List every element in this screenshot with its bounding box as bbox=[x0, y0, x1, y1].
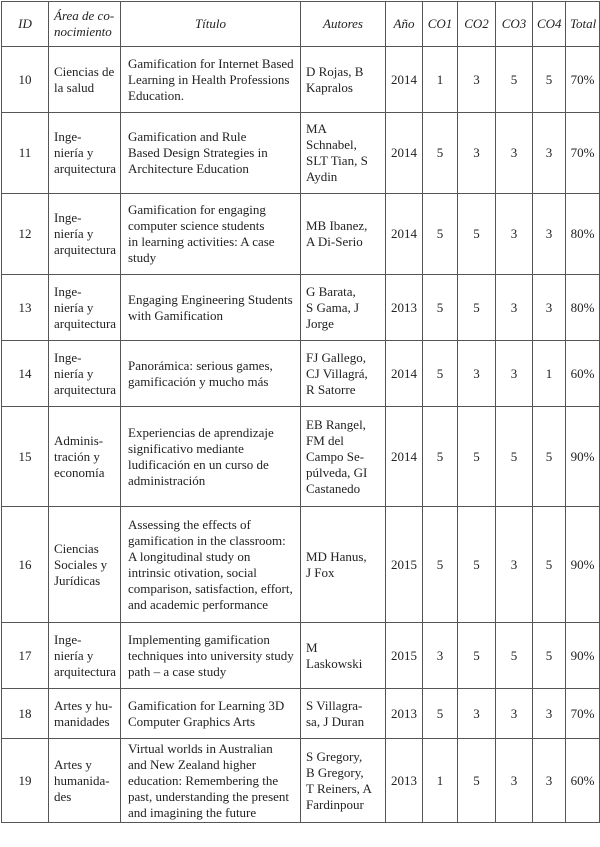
header-id: ID bbox=[2, 2, 49, 47]
cell-co1: 5 bbox=[423, 407, 458, 507]
cell-authors bbox=[301, 689, 386, 739]
cell-co2: 5 bbox=[458, 507, 496, 623]
author-line: MD Hanus, bbox=[306, 548, 367, 564]
table-row bbox=[2, 194, 600, 275]
cell-title bbox=[121, 341, 301, 407]
author-line: S Gama, J bbox=[306, 299, 360, 315]
cell-year: 2014 bbox=[386, 47, 423, 113]
table-body bbox=[2, 47, 600, 823]
cell-total: 60% bbox=[566, 341, 600, 407]
cell-co3: 3 bbox=[496, 341, 533, 407]
cell-co3: 5 bbox=[496, 407, 533, 507]
cell-co4: 3 bbox=[533, 194, 566, 275]
cell-year: 2013 bbox=[386, 275, 423, 341]
cell-total: 70% bbox=[566, 113, 600, 194]
area-line: niería y bbox=[54, 145, 94, 160]
table-row bbox=[2, 275, 600, 341]
cell-area bbox=[49, 275, 121, 341]
title-line: Architecture Education bbox=[128, 161, 249, 176]
cell-title bbox=[121, 739, 301, 823]
author-line: CJ Villagrá, bbox=[306, 365, 368, 381]
author-line: EB Rangel, bbox=[306, 416, 366, 432]
header-area bbox=[49, 2, 121, 47]
title-line: education: Remembering the bbox=[128, 772, 279, 788]
area-line: economía bbox=[54, 464, 105, 480]
evaluation-table bbox=[1, 1, 600, 823]
title-line: Based Design Strategies in bbox=[128, 145, 268, 160]
area-line: Inge- bbox=[54, 283, 82, 299]
author-line: FM del bbox=[306, 432, 344, 448]
cell-year: 2014 bbox=[386, 113, 423, 194]
cell-authors bbox=[301, 341, 386, 407]
table-row bbox=[2, 623, 600, 689]
cell-authors bbox=[301, 739, 386, 823]
header-title: Título bbox=[121, 2, 301, 47]
cell-year: 2015 bbox=[386, 507, 423, 623]
title-line: Gamification for engaging bbox=[128, 202, 266, 217]
title-line: Panorámica: serious games, bbox=[128, 357, 273, 373]
cell-co4: 3 bbox=[533, 689, 566, 739]
cell-total: 70% bbox=[566, 689, 600, 739]
cell-co4: 5 bbox=[533, 407, 566, 507]
author-line: G Barata, bbox=[306, 283, 356, 299]
table-row bbox=[2, 407, 600, 507]
cell-total: 80% bbox=[566, 194, 600, 275]
cell-authors bbox=[301, 507, 386, 623]
title-line: Computer Graphics Arts bbox=[128, 713, 256, 729]
cell-co3: 3 bbox=[496, 507, 533, 623]
area-line: arquitectura bbox=[54, 315, 117, 331]
cell-co3: 3 bbox=[496, 113, 533, 194]
header-area-line: nocimiento bbox=[54, 24, 112, 39]
cell-area bbox=[49, 113, 121, 194]
cell-co4: 5 bbox=[533, 47, 566, 113]
title-line: and imagining the future bbox=[128, 804, 257, 820]
author-line: D Rojas, B bbox=[306, 63, 364, 79]
title-line: computer science students bbox=[128, 218, 265, 233]
title-line: Implementing gamification bbox=[128, 631, 270, 647]
table-row bbox=[2, 507, 600, 623]
title-line: with Gamification bbox=[128, 307, 223, 323]
cell-title bbox=[121, 47, 301, 113]
cell-co3: 3 bbox=[496, 739, 533, 823]
cell-id: 18 bbox=[2, 689, 49, 739]
author-line: Castanedo bbox=[306, 480, 361, 496]
cell-co1: 5 bbox=[423, 194, 458, 275]
author-line: M bbox=[306, 639, 318, 655]
cell-co2: 5 bbox=[458, 275, 496, 341]
title-line: and New Zealand higher bbox=[128, 756, 257, 772]
author-line: púlveda, GI bbox=[306, 464, 368, 480]
cell-year: 2014 bbox=[386, 341, 423, 407]
title-line: Gamification and Rule bbox=[128, 129, 247, 144]
cell-authors bbox=[301, 47, 386, 113]
cell-id: 17 bbox=[2, 623, 49, 689]
header-co2: CO2 bbox=[458, 2, 496, 47]
cell-co1: 5 bbox=[423, 113, 458, 194]
area-line: niería y bbox=[54, 647, 94, 663]
header-total: Total bbox=[566, 2, 600, 47]
author-line: R Satorre bbox=[306, 381, 356, 397]
cell-area bbox=[49, 407, 121, 507]
cell-co2: 3 bbox=[458, 689, 496, 739]
area-line: arquitectura bbox=[54, 242, 117, 257]
cell-title bbox=[121, 194, 301, 275]
cell-title bbox=[121, 407, 301, 507]
author-line: MA bbox=[306, 121, 327, 136]
author-line: Schnabel, bbox=[306, 137, 357, 152]
cell-co4: 3 bbox=[533, 739, 566, 823]
area-line: Sociales y bbox=[54, 556, 108, 572]
cell-co4: 3 bbox=[533, 113, 566, 194]
cell-co2: 5 bbox=[458, 623, 496, 689]
title-line: past, understanding the present bbox=[128, 788, 290, 804]
header-co4: CO4 bbox=[533, 2, 566, 47]
title-line: gamificación y mucho más bbox=[128, 373, 269, 389]
cell-id: 11 bbox=[2, 113, 49, 194]
title-line: gamification in the classroom: bbox=[128, 532, 286, 548]
cell-total: 80% bbox=[566, 275, 600, 341]
cell-co1: 3 bbox=[423, 623, 458, 689]
cell-co4: 1 bbox=[533, 341, 566, 407]
cell-co1: 5 bbox=[423, 689, 458, 739]
author-line: FJ Gallego, bbox=[306, 349, 366, 365]
title-line: Engaging Engineering Students bbox=[128, 291, 293, 307]
cell-co3: 3 bbox=[496, 689, 533, 739]
area-line: Adminis- bbox=[54, 432, 104, 448]
header-area-line: Área de co- bbox=[54, 8, 115, 23]
title-line: significativo mediante bbox=[128, 440, 244, 456]
cell-id: 19 bbox=[2, 739, 49, 823]
area-line: la salud bbox=[54, 79, 95, 95]
title-line: study bbox=[128, 250, 157, 265]
area-line: arquitectura bbox=[54, 381, 117, 397]
cell-area bbox=[49, 507, 121, 623]
author-line: A Di-Serio bbox=[306, 234, 363, 249]
area-line: Ciencias de bbox=[54, 63, 115, 79]
author-line: B Gregory, bbox=[306, 764, 364, 780]
cell-title bbox=[121, 275, 301, 341]
cell-co2: 5 bbox=[458, 194, 496, 275]
area-line: Artes y bbox=[54, 756, 92, 772]
cell-area bbox=[49, 194, 121, 275]
title-line: Gamification for Internet Based bbox=[128, 55, 294, 71]
cell-year: 2014 bbox=[386, 407, 423, 507]
title-line: path – a case study bbox=[128, 663, 227, 679]
cell-co1: 1 bbox=[423, 739, 458, 823]
cell-authors bbox=[301, 407, 386, 507]
cell-total: 90% bbox=[566, 407, 600, 507]
author-line: J Fox bbox=[306, 564, 335, 580]
title-line: and academic performance bbox=[128, 596, 269, 612]
author-line: Kapralos bbox=[306, 79, 353, 95]
area-line: Inge- bbox=[54, 631, 82, 647]
table-row bbox=[2, 341, 600, 407]
cell-authors bbox=[301, 623, 386, 689]
cell-co2: 3 bbox=[458, 341, 496, 407]
area-line: niería y bbox=[54, 299, 94, 315]
cell-co3: 3 bbox=[496, 275, 533, 341]
area-line: Inge- bbox=[54, 349, 82, 365]
cell-co3: 5 bbox=[496, 623, 533, 689]
cell-co2: 3 bbox=[458, 47, 496, 113]
table-row bbox=[2, 739, 600, 823]
cell-id: 13 bbox=[2, 275, 49, 341]
header-co1: CO1 bbox=[423, 2, 458, 47]
cell-co1: 5 bbox=[423, 341, 458, 407]
title-line: Experiencias de aprendizaje bbox=[128, 424, 274, 440]
cell-year: 2014 bbox=[386, 194, 423, 275]
cell-co3: 5 bbox=[496, 47, 533, 113]
cell-total: 60% bbox=[566, 739, 600, 823]
title-line: intrinsic otivation, social bbox=[128, 564, 257, 580]
cell-co4: 3 bbox=[533, 275, 566, 341]
cell-id: 16 bbox=[2, 507, 49, 623]
cell-year: 2013 bbox=[386, 739, 423, 823]
table-row bbox=[2, 113, 600, 194]
cell-total: 70% bbox=[566, 47, 600, 113]
cell-area bbox=[49, 47, 121, 113]
cell-authors bbox=[301, 275, 386, 341]
cell-title bbox=[121, 689, 301, 739]
cell-co3: 3 bbox=[496, 194, 533, 275]
table-row bbox=[2, 689, 600, 739]
cell-id: 14 bbox=[2, 341, 49, 407]
title-line: in learning activities: A case bbox=[128, 234, 275, 249]
cell-id: 10 bbox=[2, 47, 49, 113]
area-line: des bbox=[54, 788, 72, 804]
author-line: Laskowski bbox=[306, 655, 363, 671]
cell-year: 2013 bbox=[386, 689, 423, 739]
author-line: sa, J Duran bbox=[306, 713, 365, 729]
author-line: Fardinpour bbox=[306, 796, 364, 812]
area-line: Inge- bbox=[54, 129, 82, 144]
header-year: Año bbox=[386, 2, 423, 47]
author-line: T Reiners, A bbox=[306, 780, 372, 796]
cell-area bbox=[49, 623, 121, 689]
cell-title bbox=[121, 113, 301, 194]
cell-authors bbox=[301, 113, 386, 194]
author-line: S Gregory, bbox=[306, 748, 363, 764]
cell-co4: 5 bbox=[533, 623, 566, 689]
title-line: Learning in Health Professions bbox=[128, 71, 290, 87]
cell-co4: 5 bbox=[533, 507, 566, 623]
cell-co1: 5 bbox=[423, 507, 458, 623]
area-line: Artes y hu- bbox=[54, 697, 113, 713]
title-line: ludificación en un curso de bbox=[128, 456, 269, 472]
area-line: arquitectura bbox=[54, 161, 117, 176]
cell-total: 90% bbox=[566, 623, 600, 689]
title-line: A longitudinal study on bbox=[128, 548, 251, 564]
cell-co1: 1 bbox=[423, 47, 458, 113]
header-row bbox=[2, 2, 600, 47]
author-line: Aydin bbox=[306, 169, 338, 184]
title-line: Assessing the effects of bbox=[128, 516, 251, 532]
author-line: Campo Se- bbox=[306, 448, 365, 464]
cell-title bbox=[121, 623, 301, 689]
area-line: manidades bbox=[54, 713, 110, 729]
title-line: Virtual worlds in Australian bbox=[128, 740, 273, 756]
cell-area bbox=[49, 739, 121, 823]
area-line: tración y bbox=[54, 448, 100, 464]
author-line: SLT Tian, S bbox=[306, 153, 368, 168]
author-line: Jorge bbox=[306, 315, 334, 331]
cell-co2: 5 bbox=[458, 739, 496, 823]
cell-co2: 3 bbox=[458, 113, 496, 194]
title-line: Education. bbox=[128, 87, 184, 103]
title-line: comparison, satisfaction, effort, bbox=[128, 580, 293, 596]
cell-total: 90% bbox=[566, 507, 600, 623]
title-line: Gamification for Learning 3D bbox=[128, 697, 285, 713]
cell-title bbox=[121, 507, 301, 623]
cell-authors bbox=[301, 194, 386, 275]
title-line: administración bbox=[128, 472, 206, 488]
area-line: humanida- bbox=[54, 772, 110, 788]
header-authors: Autores bbox=[301, 2, 386, 47]
title-line: techniques into university study bbox=[128, 647, 294, 663]
header-co3: CO3 bbox=[496, 2, 533, 47]
table-row bbox=[2, 47, 600, 113]
cell-co1: 5 bbox=[423, 275, 458, 341]
cell-year: 2015 bbox=[386, 623, 423, 689]
author-line: S Villagra- bbox=[306, 697, 363, 713]
area-line: Jurídicas bbox=[54, 572, 101, 588]
area-line: arquitectura bbox=[54, 663, 117, 679]
cell-area bbox=[49, 341, 121, 407]
cell-area bbox=[49, 689, 121, 739]
author-line: MB Ibanez, bbox=[306, 218, 368, 233]
area-line: niería y bbox=[54, 365, 94, 381]
area-line: niería y bbox=[54, 226, 94, 241]
cell-co2: 5 bbox=[458, 407, 496, 507]
area-line: Inge- bbox=[54, 210, 82, 225]
area-line: Ciencias bbox=[54, 540, 99, 556]
cell-id: 12 bbox=[2, 194, 49, 275]
cell-id: 15 bbox=[2, 407, 49, 507]
